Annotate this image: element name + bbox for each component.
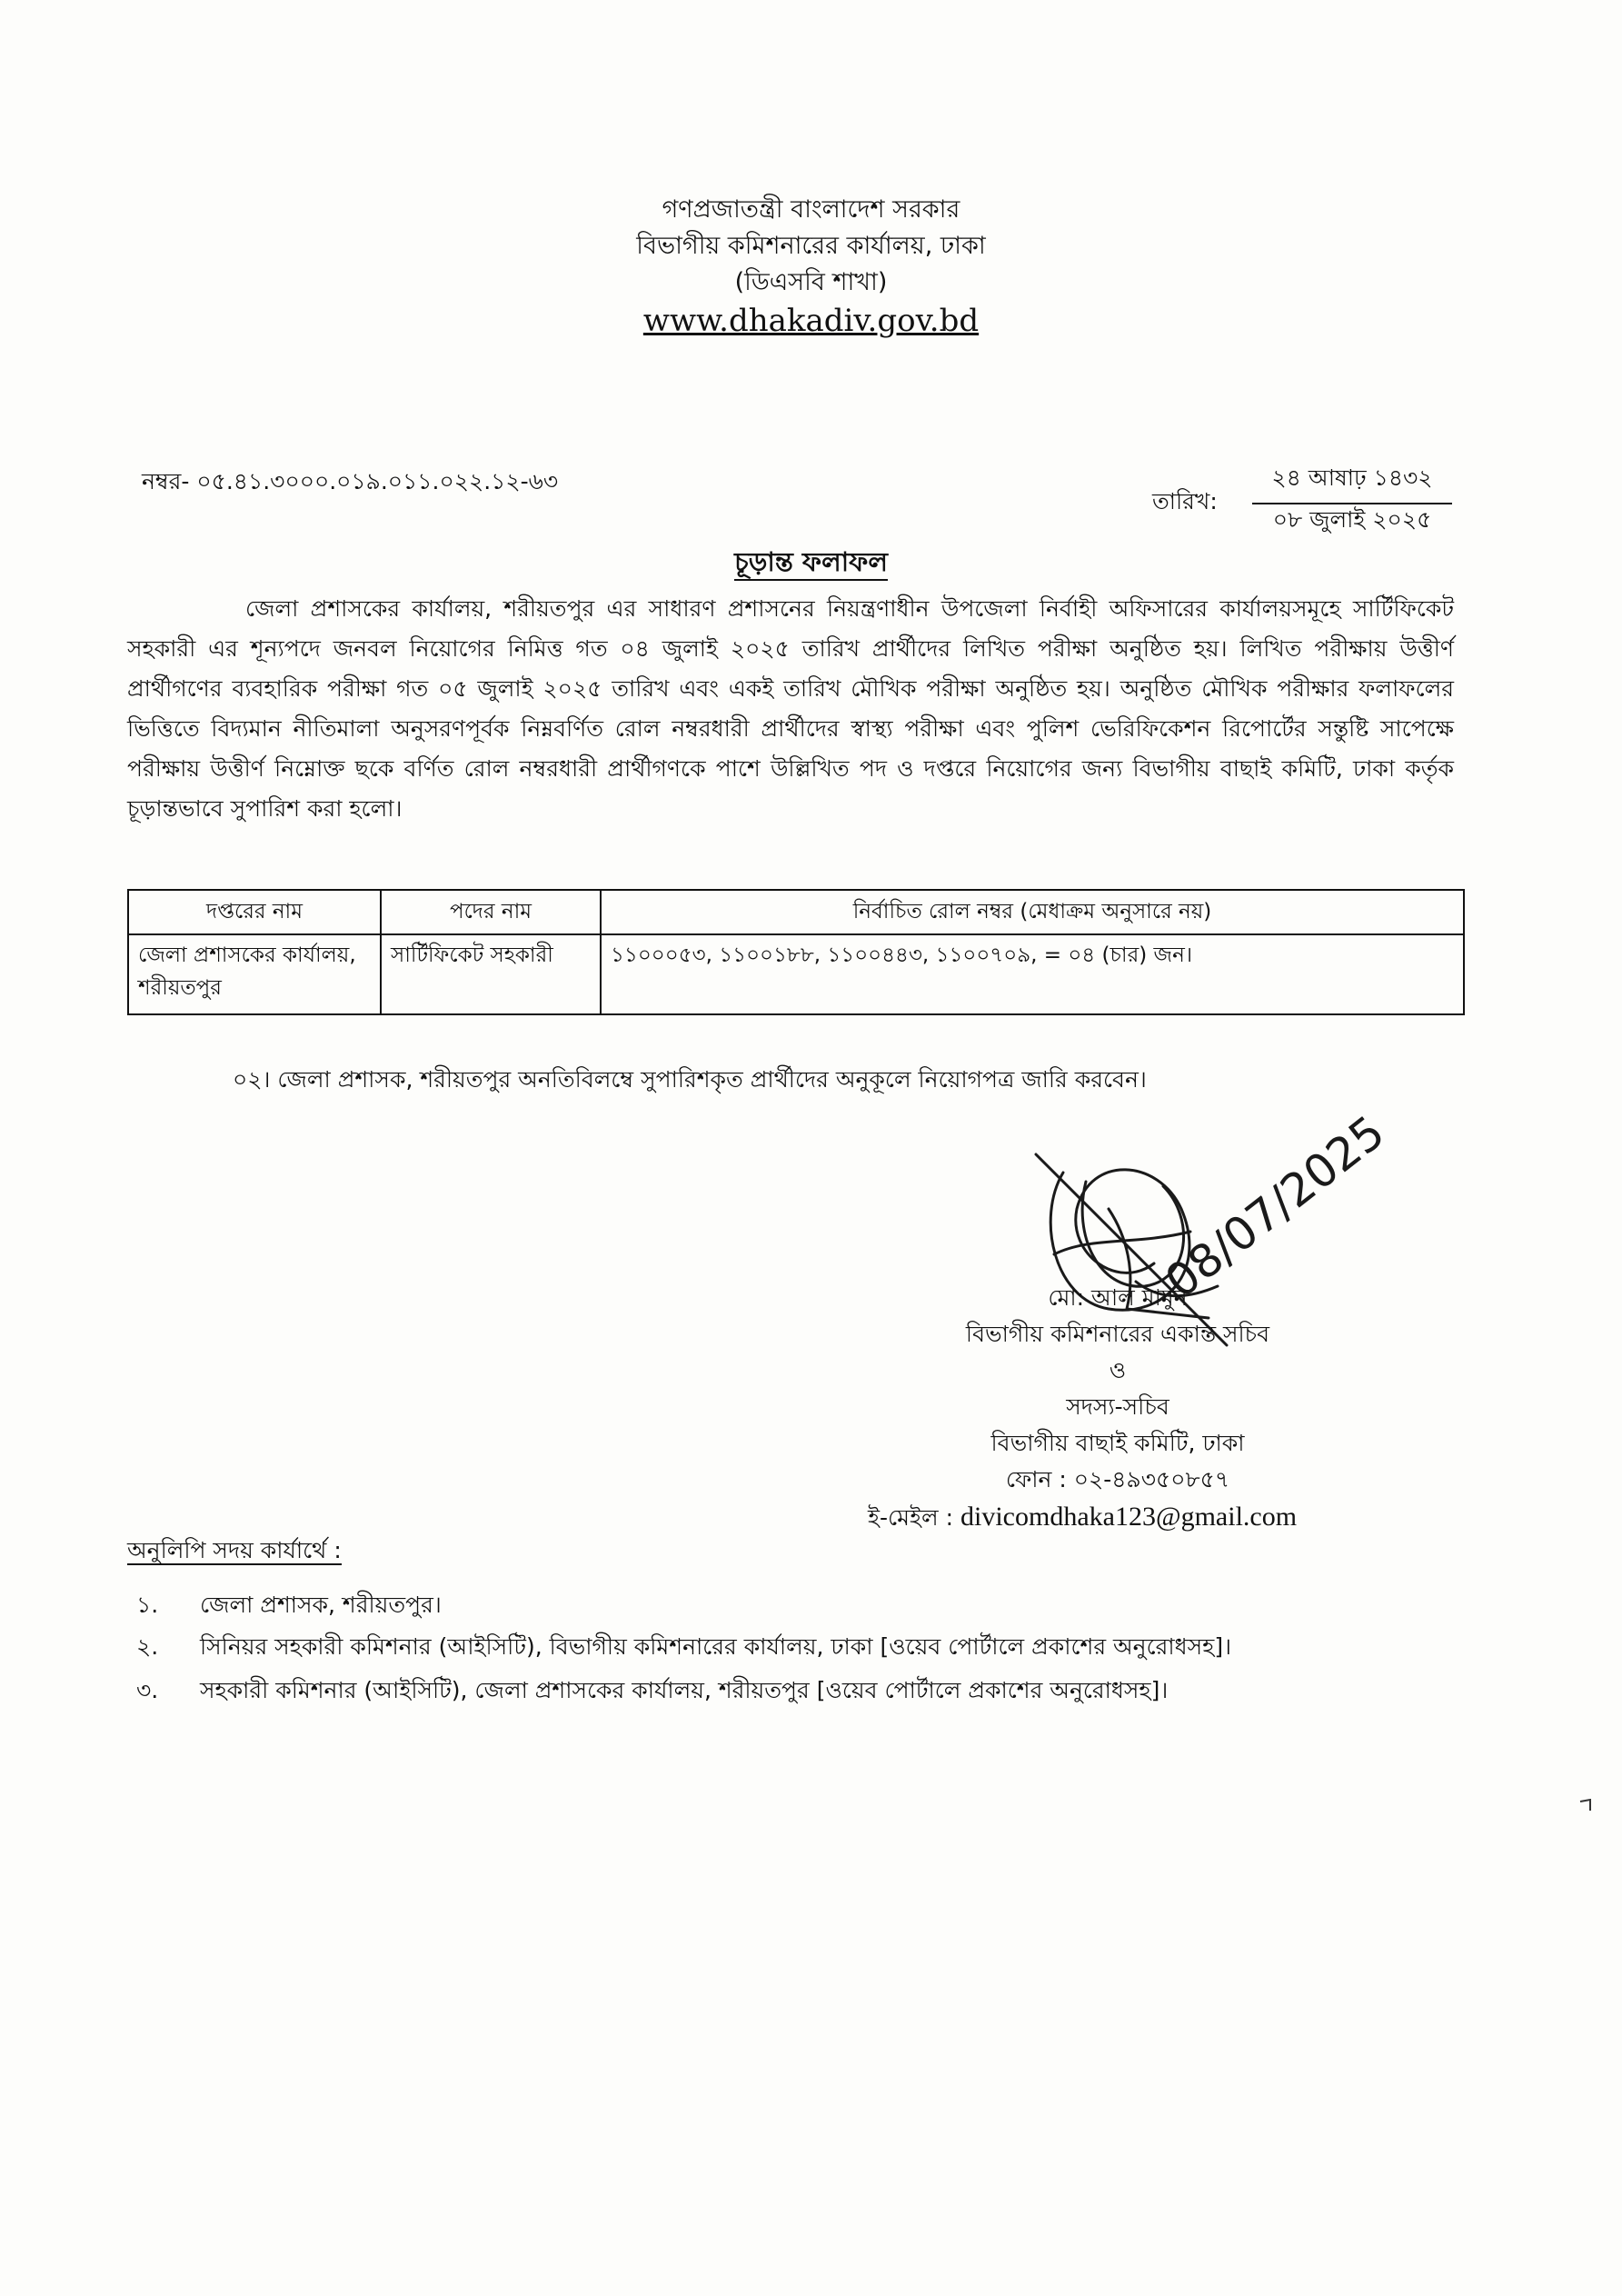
list-item bbox=[127, 1672, 1168, 1712]
date-label: তারিখ: bbox=[1152, 488, 1218, 514]
result-table bbox=[127, 889, 1465, 1015]
memo-number: নম্বর- ০৫.৪১.৩০০০.০১৯.০১১.০২২.১২-৬৩ bbox=[142, 468, 559, 494]
signatory-committee: বিভাগীয় বাছাই কমিটি, ঢাকা bbox=[990, 1430, 1245, 1456]
cc-text: সহকারী কমিশনার (আইসিটি), জেলা প্রশাসকের কার্যালয়, শরীয়তপুর [ওয়েব পোর্টালে প্রকাশের অনুরোধসহ]। bbox=[200, 1677, 1169, 1703]
email-label: ই-মেইল : bbox=[868, 1504, 960, 1531]
table-row bbox=[128, 934, 1464, 1014]
govt-name: গণপ্রজাতন্ত্রী বাংলাদেশ সরকার bbox=[662, 195, 960, 224]
signatory-conjunction: ও bbox=[1109, 1357, 1127, 1383]
document-title-text: চূড়ান্ত ফলাফল bbox=[734, 546, 888, 581]
signatory-phone: ফোন : ০২-৪৯৩৫০৮৫৭ bbox=[1005, 1466, 1230, 1492]
cc-text: সিনিয়র সহকারী কমিশনার (আইসিটি), বিভাগীয় কমিশনারের কার্যালয়, ঢাকা [ওয়েব পোর্টালে প্রকাশের অনুরোধসহ]। bbox=[200, 1633, 1232, 1660]
email-address[interactable]: divicomdhaka123@gmail.com bbox=[960, 1502, 1298, 1532]
date-bangla: ২৪ আষাঢ় ১৪৩২ bbox=[1252, 460, 1452, 504]
signatory-name: মো: আল মামুন bbox=[1048, 1284, 1188, 1311]
list-item bbox=[127, 1629, 1231, 1668]
list-item bbox=[127, 1587, 442, 1626]
cc-number: ২. bbox=[136, 1633, 159, 1660]
document-title bbox=[0, 542, 1622, 586]
cc-text: জেলা প্রশাসক, শরীয়তপুর। bbox=[200, 1592, 442, 1618]
branch-name: (ডিএসবি শাখা) bbox=[734, 268, 888, 296]
cc-heading bbox=[127, 1532, 342, 1572]
signature-date: 08/07/2025 bbox=[1155, 1105, 1395, 1309]
cc-number: ৩. bbox=[136, 1677, 159, 1703]
header-office: দপ্তরের নাম bbox=[128, 890, 381, 934]
scan-mark bbox=[1579, 1798, 1592, 1811]
office-name: বিভাগীয় কমিশনারের কার্যালয়, ঢাকা bbox=[636, 232, 986, 260]
cc-heading-text: অনুলিপি সদয় কার্যার্থে : bbox=[127, 1537, 342, 1563]
header-rolls: নির্বাচিত রোল নম্বর (মেধাক্রম অনুসারে নয়) bbox=[601, 890, 1464, 934]
signatory-designation: বিভাগীয় কমিশনারের একান্ত সচিব bbox=[965, 1321, 1270, 1347]
cell-office: জেলা প্রশাসকের কার্যালয়, শরীয়তপুর bbox=[128, 934, 381, 1014]
cc-number: ১. bbox=[136, 1592, 159, 1618]
table-header-row bbox=[128, 890, 1464, 934]
header-post: পদের নাম bbox=[381, 890, 601, 934]
instruction-paragraph: ০২। জেলা প্রশাসক, শরীয়তপুর অনতিবিলম্বে সুপারিশকৃত প্রার্থীদের অনুকূলে নিয়োগপত্র জারি করবেন। bbox=[233, 1066, 1147, 1093]
signatory-role: সদস্য-সচিব bbox=[1066, 1393, 1169, 1420]
body-paragraph: জেলা প্রশাসকের কার্যালয়, শরীয়তপুর এর সাধারণ প্রশাসনের নিয়ন্ত্রণাধীন উপজেলা নির্বাহী অফিসারের কার্যালয়সমূহে সার্টিফিকেট সহকারী এর শূন্যপদে জনবল নিয়োগের নিমিত্ত গত ০৪ জুলাই ২০২৫ তারিখ প্রার্থীদের লিখিত পরীক্ষা অনুষ্ঠিত হয়। লিখিত পরীক্ষায় উত্তীর্ণ প্রার্থীগণের ব্যবহারিক পরীক্ষা গত ০৫ জুলাই ২০২৫ তারিখ এবং একই তারিখ মৌখিক পরীক্ষা অনুষ্ঠিত হয়। অনুষ্ঠিত মৌখিক পরীক্ষার ফলাফলের ভিত্তিতে বিদ্যমান নীতিমালা অনুসরণপূর্বক নিম্নবর্ণিত রোল নম্বরধারী প্রার্থীদের স্বাস্থ্য পরীক্ষা এবং পুলিশ ভেরিফিকেশন রিপোর্টের সন্তুষ্টি সাপেক্ষে পরীক্ষায় উত্তীর্ণ নিম্নোক্ত ছকে বর্ণিত রোল নম্বরধারী প্রার্থীগণকে পাশে উল্লিখিত পদ ও দপ্তরে নিয়োগের জন্য বিভাগীয় বাছাই কমিটি, ঢাকা কর্তৃক চূড়ান্তভাবে সুপারিশ করা হলো। bbox=[127, 595, 1454, 822]
website-link[interactable]: www.dhakadiv.gov.bd bbox=[642, 303, 980, 339]
signatory-email-line bbox=[868, 1500, 1297, 1539]
cell-post: সার্টিফিকেট সহকারী bbox=[381, 934, 601, 1014]
date-english: ০৮ জুলাই ২০২৫ bbox=[1272, 506, 1432, 533]
cell-rolls: ১১০০০৫৩, ১১০০১৮৮, ১১০০৪৪৩, ১১০০৭০৯, = ০৪ (চার) জন। bbox=[601, 934, 1464, 1014]
